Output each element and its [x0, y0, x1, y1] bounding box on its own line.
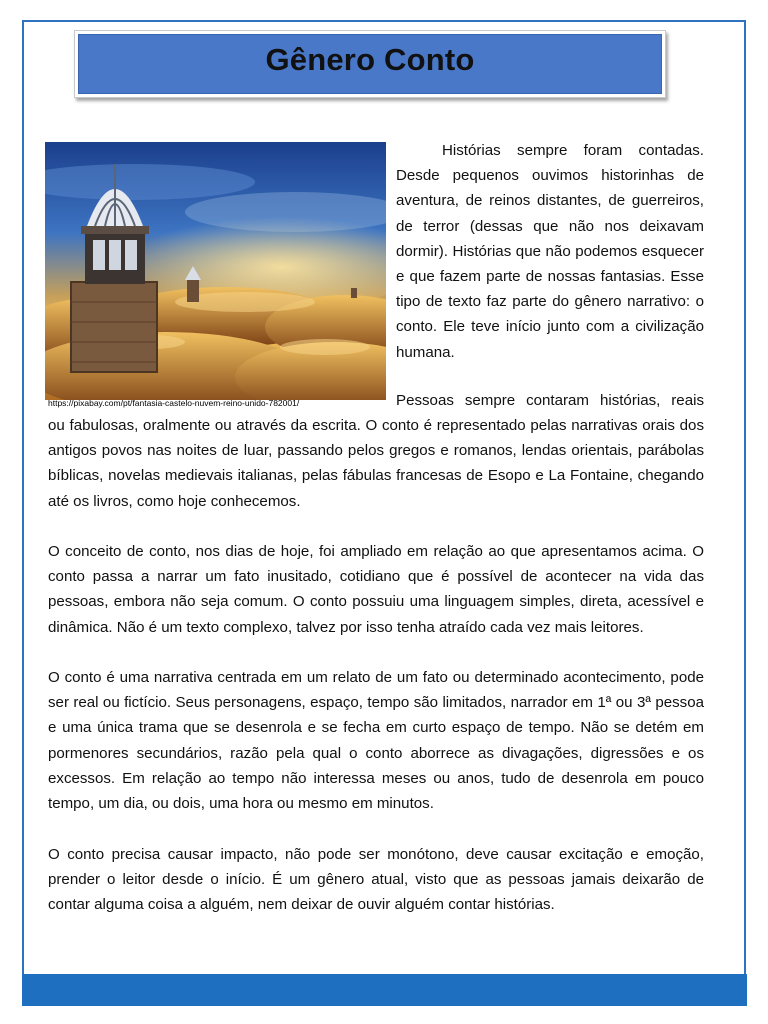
page-title: Gênero Conto — [265, 42, 475, 77]
title-banner — [74, 30, 666, 98]
paragraph-2-block — [48, 413, 704, 514]
paragraph-4-block — [48, 665, 704, 816]
title-banner-fill — [78, 34, 662, 94]
castle-in-clouds-image — [45, 142, 386, 400]
paragraph-3: O conceito de conto, nos dias de hoje, foi ampliado em relação ao que apresentamos acima. O conto passa a narrar um fato inusitado, cotidiano que é possível de acontecer na vida das pessoas, embora não seja comum. O conto possuiu uma linguagem simples, direta, acessível e dinâmica. Não é um texto complexo, talvez por isso tenha atraído cada vez mais leitores. — [48, 543, 704, 636]
paragraph-5-block — [48, 842, 704, 918]
paragraph-1: Histórias sempre foram contadas. Desde pequenos ouvimos historinhas de aventura, de reinos distantes, de guerreiros, de terror (dessas que não nos deixavam dormir). Histórias que não podemos esquecer e que fazem parte de nossas fantasias. Esse tipo de texto faz parte do gênero narrativo: o conto. Ele teve início junto com a civilização humana. — [396, 142, 704, 361]
intro-column — [396, 138, 704, 365]
far-tower — [351, 288, 357, 298]
paragraph-2-start: Pessoas sempre contaram histórias, reais — [396, 392, 704, 409]
paragraph-4: O conto é uma narrativa centrada em um relato de um fato ou determinado acontecimento, pode ser real ou fictício. Seus personagens, espaço, tempo são limitados, narrador em 1ª ou 3ª pessoa e uma única trama que se desenrola e se fecha em curto espaço de tempo. Não se detém em pormenores secundários, razão pela qual o conto aborrece as divagações, digressões e os excessos. Em relação ao tempo não interessa meses ou anos, tudo de desenrola em pouco tempo, um dia, ou dois, uma hora ou mesmo em minutos. — [48, 669, 704, 813]
footer-bar — [22, 974, 747, 1006]
paragraph-3-block — [48, 539, 704, 640]
image-credit: https://pixabay.com/pt/fantasia-castelo-nuvem-reino-unido-782001/ — [48, 398, 300, 408]
paragraph-2-rest: ou fabulosas, oralmente ou através da escrita. O conto é representado pelas narrativas orais dos antigos povos nas noites de luar, passando pelos gregos e romanos, lendas orientais, parábolas bíblicas, novelas medievais italianas, pelas fábulas francesas de Esopo e La Fontaine, chegando até os livros, como hoje conhecemos. — [48, 417, 704, 510]
paragraph-5: O conto precisa causar impacto, não pode ser monótono, deve causar excitação e emoção, prender o leitor desde o início. É um gênero atual, visto que as pessoas jamais deixarão de contar alguma coisa a alguém, nem deixar de ouvir alguém contar histórias. — [48, 846, 704, 914]
